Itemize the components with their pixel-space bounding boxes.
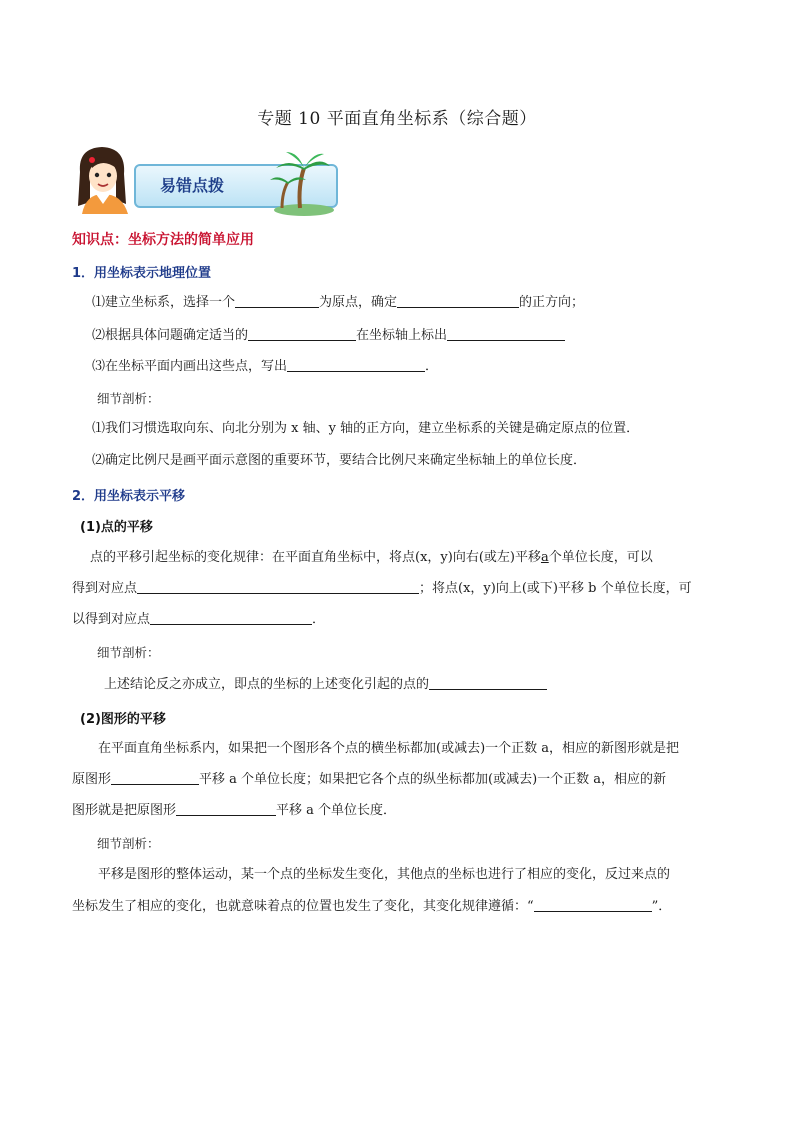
fill-blank[interactable] (137, 579, 419, 594)
subsection-shape-translation: (2)图形的平移 (80, 712, 166, 727)
text: ⑴建立坐标系，选择一个 (92, 295, 236, 310)
sec2-para1-line3 (72, 605, 732, 634)
fill-blank[interactable] (111, 770, 199, 785)
text: 平移 a 个单位长度；如果把它各个点的纵坐标都加(或减去)一个正数 a，相应的新 (199, 772, 667, 787)
note-label: 细节剖析： (97, 391, 160, 406)
page-title: 专题 10 平面直角坐标系（综合题） (257, 109, 537, 129)
sec1-note-2: ⑵确定比例尺是画平面示意图的重要环节，要结合比例尺来确定坐标轴上的单位长度． (92, 453, 587, 468)
text: 图形就是把原图形 (72, 803, 177, 818)
underlined-a: a (540, 550, 549, 565)
text: 上述结论反之亦成立，即点的坐标的上述变化引起的点的 (104, 677, 430, 692)
note-label: 细节剖析： (97, 836, 160, 851)
sec1-line-2 (92, 321, 752, 350)
sec2-note-1 (104, 670, 764, 699)
fill-blank[interactable] (429, 675, 547, 690)
note-label: 细节剖析： (97, 645, 160, 660)
text: ；将点(x，y)向上(或下)平移 b 个单位长度，可 (419, 581, 692, 596)
fill-blank[interactable] (534, 897, 652, 912)
text: 点的平移引起坐标的变化规律：在平面直角坐标中，将点(x，y)向右(或左)平移 (90, 550, 541, 565)
text: 为原点，确定 (319, 295, 398, 310)
text: 坐标发生了相应的变化，也就意味着点的位置也发生了变化，其变化规律遵循：“ (72, 899, 534, 914)
fill-blank[interactable] (287, 357, 425, 372)
sec1-line-3 (92, 352, 752, 381)
text: 在坐标轴上标出 (356, 328, 448, 343)
sec2-para1-line2 (72, 574, 732, 603)
knowledge-point-title: 知识点：坐标方法的简单应用 (72, 232, 254, 248)
fill-blank[interactable] (235, 293, 319, 308)
text: 平移 a 个单位长度． (276, 803, 397, 818)
section-2-heading: 2．用坐标表示平移 (72, 489, 186, 504)
banner (72, 142, 334, 214)
fill-blank[interactable] (176, 801, 276, 816)
girl-illustration-icon (72, 142, 142, 214)
text: 得到对应点 (72, 581, 138, 596)
fill-blank[interactable] (150, 610, 312, 625)
text: ⑵根据具体问题确定适当的 (92, 328, 249, 343)
sec1-line-1 (92, 288, 752, 317)
text: ． (425, 359, 439, 374)
subsection-point-translation: (1)点的平移 (80, 520, 153, 535)
text: ． (312, 612, 326, 627)
sec2-para3-line2 (72, 892, 732, 921)
text: 个单位长度，可以 (548, 550, 653, 565)
banner-label: 易错点拨 (160, 176, 225, 195)
sec2-para3-line1: 平移是图形的整体运动，某一个点的坐标发生变化，其他点的坐标也进行了相应的变化，反过来点的 (98, 867, 671, 882)
section-1-heading: 1．用坐标表示地理位置 (72, 266, 212, 281)
text: 原图形 (72, 772, 112, 787)
fill-blank[interactable] (447, 326, 565, 341)
fill-blank[interactable] (248, 326, 356, 341)
fill-blank[interactable] (397, 293, 519, 308)
text: 以得到对应点 (72, 612, 151, 627)
sec2-para2-line1: 在平面直角坐标系内，如果把一个图形各个点的横坐标都加(或减去)一个正数 a，相应的新图形就是把 (98, 741, 680, 756)
palm-tree-icon (268, 150, 334, 216)
sec2-para2-line2 (72, 765, 732, 794)
sec1-note-1: ⑴我们习惯选取向东、向北分别为 x 轴、y 轴的正方向，建立坐标系的关键是确定原点的位置． (92, 421, 640, 436)
text: ”． (651, 899, 672, 914)
text: ⑶在坐标平面内画出这些点，写出 (92, 359, 288, 374)
sec2-para1-line1 (90, 543, 750, 572)
text: 的正方向； (519, 295, 585, 310)
sec2-para2-line3 (72, 796, 732, 825)
